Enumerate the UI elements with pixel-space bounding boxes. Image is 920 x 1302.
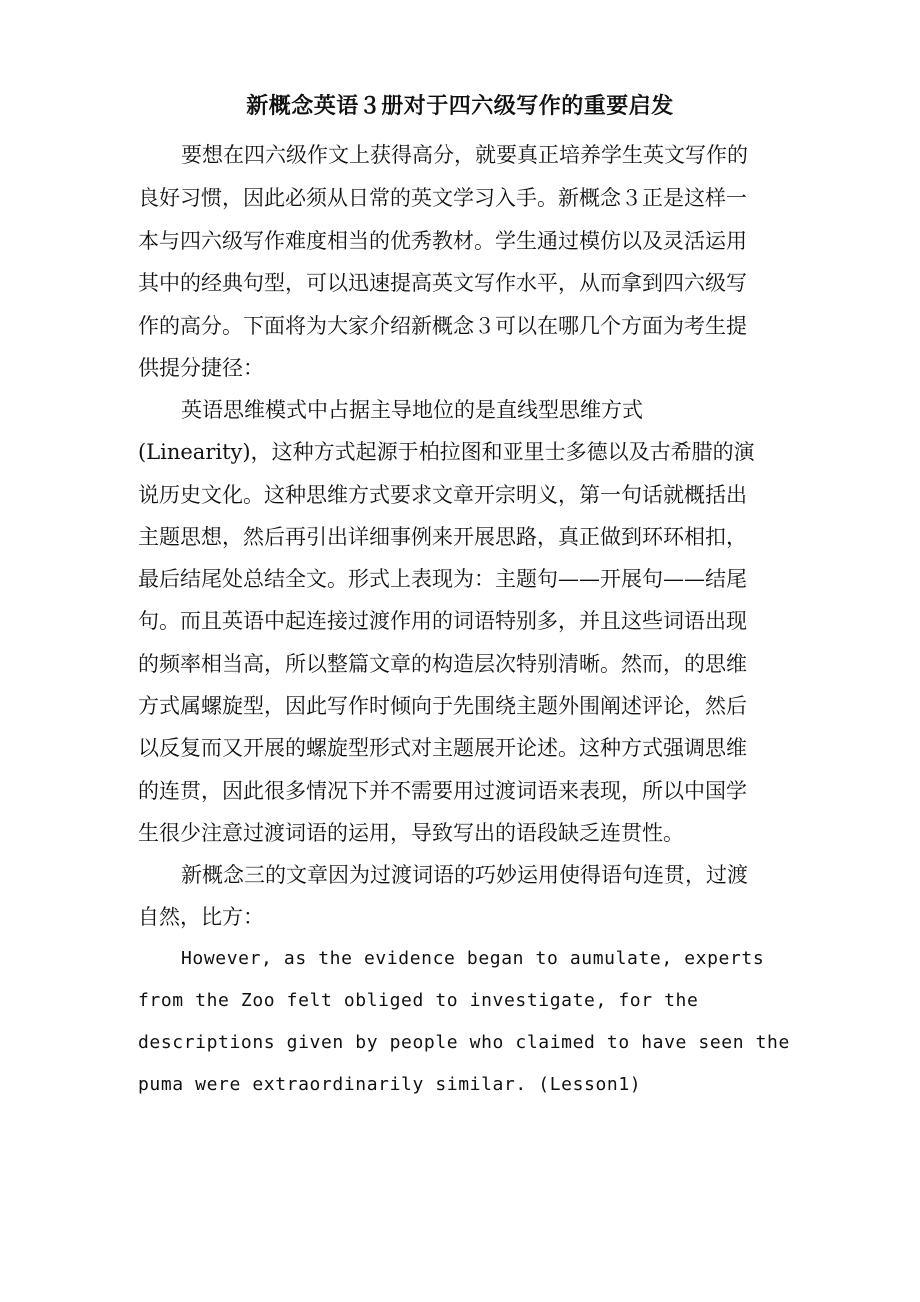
paragraph-3-line-1: 新概念三的文章因为过渡词语的巧妙运用使得语句连贯，过渡 (181, 863, 748, 887)
paragraph-1-line-1: 要想在四六级作文上获得高分，就要真正培养学生英文写作的 (181, 143, 748, 167)
quote-line-2: from the Zoo felt obliged to investigate, for the (138, 990, 699, 1011)
paragraph-2-line-5: 最后结尾处总结全文。形式上表现为：主题句——开展句——结尾 (138, 567, 747, 591)
paragraph-1-line-5: 作的高分。下面将为大家介绍新概念３可以在哪几个方面为考生提 (138, 314, 747, 338)
paragraph-2-line-4: 主题思想，然后再引出详细事例来开展思路，真正做到环环相扣， (138, 525, 747, 549)
quote-line-1: However, as the evidence began to aumulate, experts (181, 948, 765, 969)
paragraph-1-line-6: 供提分捷径： (138, 356, 264, 380)
paragraph-2-line-3: 说历史文化。这种思维方式要求文章开宗明义，第一句话就概括出 (138, 483, 747, 507)
paragraph-1-line-4: 其中的经典句型，可以迅速提高英文写作水平，从而拿到四六级写 (138, 271, 747, 295)
quote-line-3: descriptions given by people who claimed to have seen the (138, 1032, 790, 1053)
document-title: 新概念英语３册对于四六级写作的重要启发 (246, 93, 674, 119)
paragraph-1-line-2: 良好习惯，因此必须从日常的英文学习入手。新概念３正是这样一 (138, 186, 747, 210)
paragraph-2-line-2: (Linearity)，这种方式起源于柏拉图和亚里士多德以及古希腊的演 (138, 440, 755, 464)
paragraph-2-line-10: 的连贯，因此很多情况下并不需要用过渡词语来表现，所以中国学 (138, 779, 747, 803)
paragraph-2-line-1: 英语思维模式中占据主导地位的是直线型思维方式 (181, 398, 643, 422)
paragraph-2-line-8: 方式属螺旋型，因此写作时倾向于先围绕主题外围阐述评论，然后 (138, 694, 747, 718)
paragraph-3-line-2: 自然，比方： (138, 905, 264, 929)
paragraph-1-line-3: 本与四六级写作难度相当的优秀教材。学生通过模仿以及灵活运用 (138, 229, 747, 253)
paragraph-2-line-9: 以反复而又开展的螺旋型形式对主题展开论述。这种方式强调思维 (138, 736, 747, 760)
paragraph-2-line-6: 句。而且英语中起连接过渡作用的词语特别多，并且这些词语出现 (138, 609, 747, 633)
paragraph-2-line-7: 的频率相当高，所以整篇文章的构造层次特别清晰。然而，的思维 (138, 652, 747, 676)
quote-line-4: puma were extraordinarily similar. (Lesson1) (138, 1074, 642, 1095)
paragraph-2-line-11: 生很少注意过渡词语的运用，导致写出的语段缺乏连贯性。 (138, 821, 684, 845)
